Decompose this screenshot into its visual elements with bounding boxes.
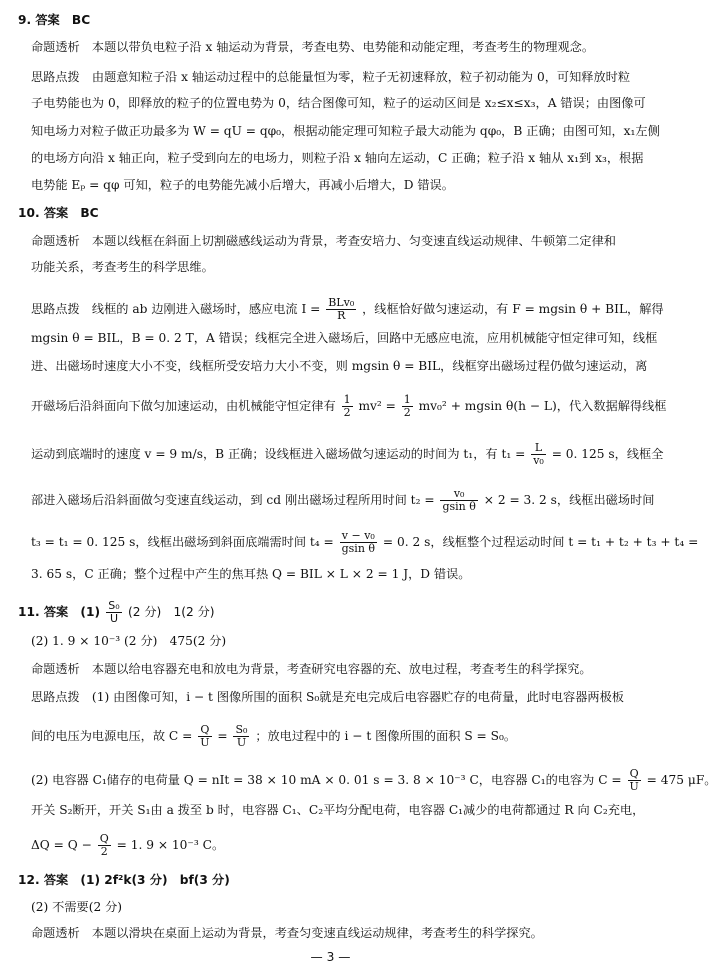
q10-analysis: 命题透析 本题以线框在斜面上切割磁感线运动为背景，考查安培力、匀变速直线运动规律、牛顿第二定律和 bbox=[31, 234, 616, 248]
q12-header: 12. 答案 (1) 2f²k(3 分) bf(3 分) bbox=[18, 873, 230, 887]
q10-hint-line: 思路点拨 线框的 ab 边刚进入磁场时，感应电流 I = $\frac{\text{BLv₀}}{R}$ ，线框恰好做匀速运动，有 F = mgsin θ + BIL，解得 bbox=[31, 296, 664, 322]
q11-hint-line: 思路点拨 (1) 由图像可知，i − t 图像所围的面积 S₀就是充电完成后电容器贮存的电荷量，此时电容器两极板 bbox=[31, 690, 624, 704]
fraction: $\frac{\text{v − v₀}}{\text{gsin θ}}$ bbox=[341, 529, 376, 555]
q11-answer-line: (2) 1. 9 × 10⁻³ (2 分) 475(2 分) bbox=[31, 634, 227, 648]
fraction: $\frac{Q}{2}$ bbox=[99, 832, 109, 858]
q9-hint-line: 思路点拨 由题意知粒子沿 x 轴运动过程中的总能量恒为零，粒子无初速释放，粒子初动能为 0，可知释放时粒 bbox=[31, 70, 631, 84]
fraction: $\frac{1}{2}$ bbox=[343, 393, 351, 419]
fraction: $\frac{1}{2}$ bbox=[403, 393, 411, 419]
q11-analysis: 命题透析 本题以给电容器充电和放电为背景，考查研究电容器的充、放电过程，考查考生的科学探究。 bbox=[31, 662, 592, 676]
q11-hint-line: ΔQ = Q − $\frac{Q}{2}$ = 1. 9 × 10⁻³ C。 bbox=[31, 832, 225, 858]
q11-hint-line: (2) 电容器 C₁储存的电荷量 Q = nIt = 38 × 10 mA × 0. 01 s = 3. 8 × 10⁻³ C，电容器 C₁的电容为 C = $\frac{Q}{U}$ = 475 μF。 bbox=[31, 767, 716, 793]
q10-hint-line: 3. 65 s，C 正确；整个过程中产生的焦耳热 Q = BIL × L × 2 = 1 J，D 错误。 bbox=[31, 567, 471, 581]
q10-analysis: 功能关系，考查考生的科学思维。 bbox=[31, 260, 214, 274]
fraction: $\frac{\text{S₀}}{U}$ bbox=[235, 723, 248, 749]
q11-header: 11. 答案 (1) $\frac{\text{S₀}}{U}$ (2 分) 1(2 分) bbox=[18, 599, 215, 625]
q11-hint-line: 开关 S₂断开，开关 S₁由 a 拨至 b 时，电容器 C₁、C₂平均分配电荷，电容器 C₁减少的电荷都通过 R 向 C₂充电， bbox=[31, 803, 645, 817]
q9-hint-line: 知电场力对粒子做正功最多为 W = qU = qφ₀，根据动能定理可知粒子最大动能为 qφ₀，B 正确；由图可知，x₁左侧 bbox=[31, 124, 660, 138]
fraction: $\frac{\text{S₀}}{U}$ bbox=[108, 599, 120, 625]
q9-hint-line: 的电场方向沿 x 轴正向，粒子受到向左的电场力，则粒子沿 x 轴向左运动，C 正确；粒子沿 x 轴从 x₁到 x₃，根据 bbox=[31, 151, 644, 165]
q10-hint-line: 部进入磁场后沿斜面做匀变速直线运动，到 cd 刚出磁场过程所用时间 t₂ = $\frac{\text{v₀}}{\text{gsin θ}}$ × 2 = 3. 2 s，线框出磁场时间 bbox=[31, 487, 655, 513]
fraction: $\frac{Q}{U}$ bbox=[629, 767, 639, 793]
q10-hint-line: mgsin θ = BIL，B = 0. 2 T，A 错误；线框完全进入磁场后，回路中无感应电流，应用机械能守恒定律可知，线框 bbox=[31, 331, 658, 345]
q10-hint-line: 运动到底端时的速度 v = 9 m/s，B 正确；设线框进入磁场做匀速运动的时间为 t₁，有 t₁ = $\frac{L}{\text{v₀}}$ = 0. 125 s，线框全 bbox=[31, 441, 664, 467]
q9-hint-line: 电势能 Eₚ = qφ 可知，粒子的电势能先减小后增大，再减小后增大，D 错误。 bbox=[31, 178, 454, 192]
q11-hint-line: 间的电压为电源电压，故 C = $\frac{Q}{U}$ = $\frac{\text{S₀}}{U}$ ；放电过程中的 i − t 图像所围的面积 S = S₀。 bbox=[31, 723, 517, 749]
q12-analysis: 命题透析 本题以滑块在桌面上运动为背景，考查匀变速直线运动规律，考查考生的科学探究。 bbox=[31, 926, 543, 940]
fraction: $\frac{\text{BLv₀}}{R}$ bbox=[328, 296, 355, 322]
fraction: $\frac{L}{\text{v₀}}$ bbox=[533, 441, 544, 467]
q9-header: 9. 答案 BC bbox=[18, 13, 91, 27]
fraction: $\frac{\text{v₀}}{\text{gsin θ}}$ bbox=[442, 487, 476, 513]
q10-hint-line: 进、出磁场时速度大小不变，线框所受安培力大小不变，则 mgsin θ = BIL，线框穿出磁场过程仍做匀速运动，离 bbox=[31, 359, 648, 373]
q10-hint-line: t₃ = t₁ = 0. 125 s，线框出磁场到斜面底端需时间 t₄ = $\frac{\text{v − v₀}}{\text{gsin θ}}$ = 0. 2 s，线框整个过程运动时间 t = t₁ + t₂ + t₃ + t₄ = bbox=[31, 529, 699, 555]
q10-hint-line: 开磁场后沿斜面向下做匀加速运动，由机械能守恒定律有 $\frac{1}{2}$ mv² = $\frac{1}{2}$ mv₀² + mgsin θ(h − L)，代入数据解得线框 bbox=[31, 393, 667, 419]
page-number: — 3 — bbox=[310, 950, 351, 964]
q10-header: 10. 答案 BC bbox=[18, 206, 99, 220]
q9-hint-line: 子电势能也为 0，即释放的粒子的位置电势为 0，结合图像可知，粒子的运动区间是 x₂≤x≤x₃，A 错误；由图像可 bbox=[31, 96, 646, 110]
fraction: $\frac{Q}{U}$ bbox=[200, 723, 210, 749]
q12-answer-line: (2) 不需要(2 分) bbox=[31, 900, 123, 914]
q9-analysis: 命题透析 本题以带负电粒子沿 x 轴运动为背景，考查电势、电势能和动能定理，考查考生的物理观念。 bbox=[31, 40, 595, 54]
